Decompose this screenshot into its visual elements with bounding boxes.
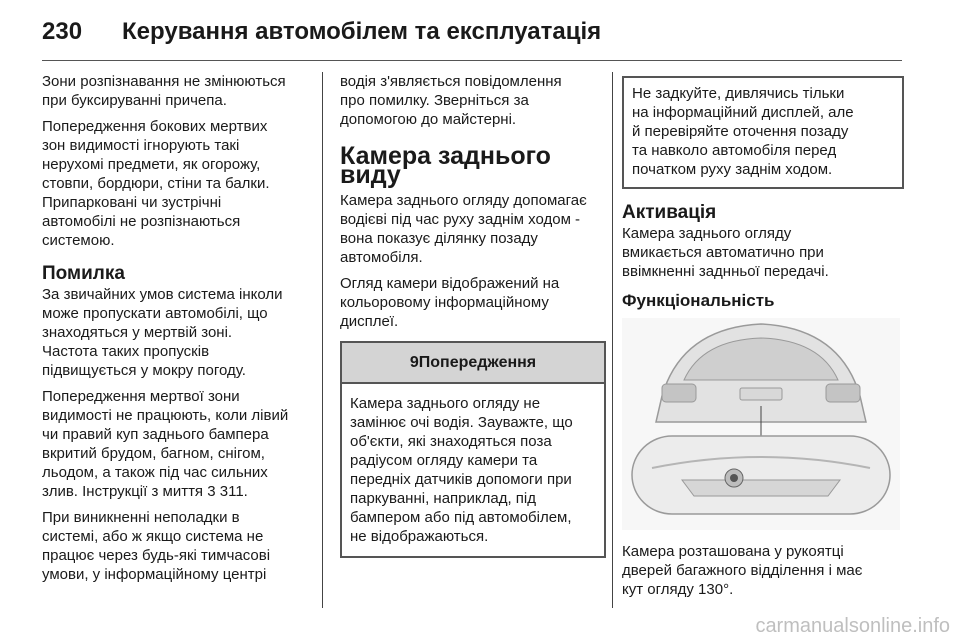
- rear-camera-illustration: [622, 318, 900, 530]
- warning-icon: 9: [409, 354, 419, 371]
- paragraph: водія з'являється повідомлення про помилку. Зверніться за допомогою до майстерні.: [340, 73, 562, 128]
- note-box: Не задкуйте, дивлячись тільки на інформаційний дисплей, але й перевіряйте оточення позаду та навколо автомобіля перед початком руху заднім ходом.: [622, 76, 904, 189]
- column-2: [340, 72, 606, 558]
- section-heading-activation: Активація: [622, 202, 717, 223]
- paragraph: Камера заднього огляду вмикається автоматично при ввімкненні заднньої передачі.: [622, 225, 829, 280]
- paragraph: Огляд камери відображений на кольоровому інформаційному дисплеї.: [340, 275, 560, 330]
- section-heading-camera: Камера заднього виду: [340, 142, 551, 189]
- page-number: 230: [42, 18, 83, 45]
- paragraph-text: Попередження мертвої зони видимості не працюють, коли лівий чи правий куп заднього бампера вкритий брудом, багном, снігом, льодом, а також під час сильних злив. Інструкції з миття: [42, 388, 289, 500]
- paragraph: Попередження бокових мертвих зон видимості ігнорують такі нерухомі предмети, як огорожу, стовпи, бордюри, стіни та балки. Припарковані чи зустрічні автомобілі не розпізнаються системою.: [42, 118, 270, 249]
- column-3: [622, 72, 904, 606]
- paragraph: Зони розпізнавання не змінюються при буксируванні причепа.: [42, 73, 286, 109]
- watermark: carmanualsonline.info: [755, 615, 950, 637]
- section-heading-function: Функціональність: [622, 291, 775, 310]
- paragraph: Камера заднього огляду допомагає водієві під час руху заднім ходом - вона показує ділянку позаду автомобіля.: [340, 192, 587, 266]
- column-1: [42, 72, 314, 591]
- paragraph: Камера розташована у рукоятці дверей багажного відділення і має кут огляду 130°.: [622, 543, 863, 598]
- car-rear-icon: [622, 318, 900, 530]
- page-title: Керування автомобілем та експлуатація: [122, 18, 602, 45]
- warning-text: Камера заднього огляду не замінює очі водія. Зауважте, що об'єкти, які знаходяться поза радіусом огляду камери та передніх датчиків допомоги при паркуванні, наприклад, під бампером або під автомобілем, не відображаються.: [350, 395, 573, 545]
- page-ref-link[interactable]: 311.: [219, 483, 248, 500]
- paragraph: [42, 387, 314, 501]
- paragraph: За звичайних умов система інколи може пропускати автомобілі, що знаходяться у мертвій зоні. Частота таких пропусків підвищується у мокру погоду.: [42, 286, 283, 379]
- column-divider-left: [322, 72, 323, 608]
- column-divider-right: [612, 72, 613, 608]
- warning-header: [342, 341, 604, 384]
- section-heading-error: Помилка: [42, 263, 125, 284]
- warning-box: [340, 341, 606, 558]
- page-ref-icon: 3: [207, 483, 216, 500]
- paragraph: При виникненні неполадки в системі, або ж якщо система не працює через будь-які тимчасові умови, у інформаційному центрі: [42, 509, 271, 583]
- warning-title: Попередження: [418, 354, 537, 371]
- header-rule: [42, 60, 902, 61]
- page-header: [42, 10, 902, 54]
